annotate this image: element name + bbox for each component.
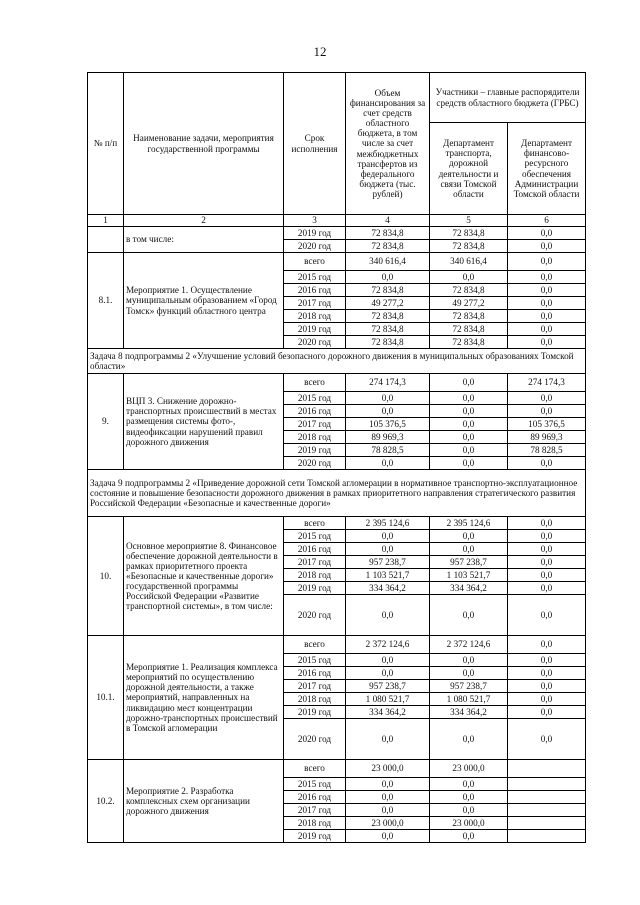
period-cell: 2015 год xyxy=(284,778,346,791)
transport-dept-cell: 23 000,0 xyxy=(430,817,508,830)
volume-cell: 49 277,2 xyxy=(346,297,430,310)
finance-dept-cell: 89 969,3 xyxy=(508,431,586,444)
period-cell: 2017 год xyxy=(284,804,346,817)
finance-dept-cell: 0,0 xyxy=(508,336,586,349)
transport-dept-cell: 2 395 124,6 xyxy=(430,517,508,530)
task-9-heading: Задача 9 подпрограммы 2 «Приведение дорожной сети Томской агломерации в нормативное транспортно-эксплуатационное состояние и повышение безопасности дорожного движения в рамках приоритетного направления стратегического развития Российской Федерации «Безопасные и качественные дороги» xyxy=(88,470,586,517)
finance-dept-cell: 0,0 xyxy=(508,271,586,284)
finance-dept-cell: 0,0 xyxy=(508,517,586,530)
period-cell: 2015 год xyxy=(284,392,346,405)
period-cell: 2017 год xyxy=(284,418,346,431)
volume-cell: 0,0 xyxy=(346,530,430,543)
period-cell: 2018 год xyxy=(284,431,346,444)
volume-cell: 0,0 xyxy=(346,719,430,760)
item-number: 10. xyxy=(88,517,124,636)
volume-cell: 1 103 521,7 xyxy=(346,569,430,582)
finance-dept-cell: 0,0 xyxy=(508,569,586,582)
financing-row xyxy=(88,517,586,530)
transport-dept-cell: 0,0 xyxy=(430,804,508,817)
period-cell: 2019 год xyxy=(284,706,346,719)
header-col-no: № п/п xyxy=(88,73,124,215)
item-number: 10.2. xyxy=(88,760,124,843)
period-cell: всего xyxy=(284,760,346,778)
transport-dept-cell: 0,0 xyxy=(430,374,508,392)
item-number: 8.1. xyxy=(88,253,124,349)
item-name: в том числе: xyxy=(124,227,284,253)
volume-cell: 1 080 521,7 xyxy=(346,693,430,706)
column-number: 6 xyxy=(508,215,586,227)
finance-dept-cell: 0,0 xyxy=(508,636,586,654)
finance-dept-cell: 0,0 xyxy=(508,310,586,323)
finance-dept-cell: 0,0 xyxy=(508,405,586,418)
volume-cell: 78 828,5 xyxy=(346,444,430,457)
header-col-volume: Объем финансирования за счет средств областного бюджета, в том числе за счет межбюджетных трансфертов из федерального бюджета (тыс. рублей) xyxy=(346,73,430,215)
period-cell: 2015 год xyxy=(284,530,346,543)
period-cell: 2020 год xyxy=(284,240,346,253)
volume-cell: 23 000,0 xyxy=(346,817,430,830)
finance-dept-cell: 0,0 xyxy=(508,323,586,336)
period-cell: всего xyxy=(284,636,346,654)
measure-10-2-block xyxy=(88,760,586,843)
vcp-3-block xyxy=(88,374,586,470)
period-cell: 2020 год xyxy=(284,719,346,760)
finance-dept-cell: 0,0 xyxy=(508,530,586,543)
finance-dept-cell: 0,0 xyxy=(508,654,586,667)
finance-dept-cell: 0,0 xyxy=(508,253,586,271)
finance-dept-cell: 0,0 xyxy=(508,543,586,556)
transport-dept-cell: 0,0 xyxy=(430,667,508,680)
volume-cell: 72 834,8 xyxy=(346,336,430,349)
main-measure-8-block xyxy=(88,517,586,636)
column-number: 1 xyxy=(88,215,124,227)
period-cell: 2019 год xyxy=(284,830,346,843)
item-name: Мероприятие 1. Осуществление муниципальным образованием «Город Томск» функций областного центра xyxy=(124,253,284,349)
page-number: 12 xyxy=(313,44,327,59)
transport-dept-cell: 0,0 xyxy=(430,830,508,843)
volume-cell: 0,0 xyxy=(346,271,430,284)
period-cell: 2015 год xyxy=(284,271,346,284)
finance-dept-cell xyxy=(508,804,586,817)
period-cell: 2019 год xyxy=(284,582,346,595)
period-cell: всего xyxy=(284,517,346,530)
transport-dept-cell: 72 834,8 xyxy=(430,323,508,336)
volume-cell: 105 376,5 xyxy=(346,418,430,431)
finance-dept-cell: 0,0 xyxy=(508,457,586,470)
period-cell: 2017 год xyxy=(284,680,346,693)
header-col-term: Срок исполнения xyxy=(284,73,346,215)
transport-dept-cell: 0,0 xyxy=(430,457,508,470)
item-number: 10.1. xyxy=(88,636,124,760)
transport-dept-cell: 0,0 xyxy=(430,444,508,457)
volume-cell: 0,0 xyxy=(346,830,430,843)
volume-cell: 72 834,8 xyxy=(346,310,430,323)
transport-dept-cell: 49 277,2 xyxy=(430,297,508,310)
period-cell: 2017 год xyxy=(284,297,346,310)
volume-cell: 2 395 124,6 xyxy=(346,517,430,530)
transport-dept-cell: 0,0 xyxy=(430,431,508,444)
column-numbers-row xyxy=(88,215,586,227)
volume-cell: 23 000,0 xyxy=(346,760,430,778)
period-cell: 2016 год xyxy=(284,405,346,418)
period-cell: 2018 год xyxy=(284,693,346,706)
period-cell: 2018 год xyxy=(284,310,346,323)
financing-row xyxy=(88,374,586,392)
period-cell: 2018 год xyxy=(284,569,346,582)
period-cell: 2017 год xyxy=(284,556,346,569)
column-number: 3 xyxy=(284,215,346,227)
volume-cell: 334 364,2 xyxy=(346,706,430,719)
transport-dept-cell: 72 834,8 xyxy=(430,284,508,297)
column-number: 2 xyxy=(124,215,284,227)
finance-dept-cell: 78 828,5 xyxy=(508,444,586,457)
period-cell: всего xyxy=(284,374,346,392)
period-cell: 2019 год xyxy=(284,227,346,240)
financing-row xyxy=(88,227,586,240)
finance-dept-cell xyxy=(508,817,586,830)
item-number: 9. xyxy=(88,374,124,470)
period-cell: 2019 год xyxy=(284,444,346,457)
period-cell: 2018 год xyxy=(284,817,346,830)
period-cell: 2016 год xyxy=(284,791,346,804)
finance-dept-cell: 0,0 xyxy=(508,240,586,253)
transport-dept-cell: 1 080 521,7 xyxy=(430,693,508,706)
volume-cell: 0,0 xyxy=(346,791,430,804)
period-cell: всего xyxy=(284,253,346,271)
volume-cell: 957 238,7 xyxy=(346,556,430,569)
item-name: Мероприятие 2. Разработка комплексных схем организации дорожного движения xyxy=(124,760,284,843)
header-col-name: Наименование задачи, мероприятия государственной программы xyxy=(124,73,284,215)
finance-dept-cell: 105 376,5 xyxy=(508,418,586,431)
transport-dept-cell: 0,0 xyxy=(430,719,508,760)
volume-cell: 72 834,8 xyxy=(346,284,430,297)
period-cell: 2015 год xyxy=(284,654,346,667)
period-cell: 2020 год xyxy=(284,595,346,636)
financing-row xyxy=(88,760,586,778)
period-cell: 2016 год xyxy=(284,284,346,297)
volume-cell: 0,0 xyxy=(346,543,430,556)
volume-cell: 2 372 124,6 xyxy=(346,636,430,654)
transport-dept-cell: 72 834,8 xyxy=(430,227,508,240)
transport-dept-cell: 0,0 xyxy=(430,405,508,418)
finance-dept-cell xyxy=(508,778,586,791)
finance-dept-cell: 0,0 xyxy=(508,667,586,680)
volume-cell: 0,0 xyxy=(346,804,430,817)
volume-cell: 0,0 xyxy=(346,392,430,405)
volume-cell: 72 834,8 xyxy=(346,227,430,240)
period-cell: 2016 год xyxy=(284,543,346,556)
task-8-heading: Задача 8 подпрограммы 2 «Улучшение условий безопасного дорожного движения в муниципальных образованиях Томской области» xyxy=(88,349,586,374)
item-name: ВЦП 3. Снижение дорожно-транспортных происшествий в местах размещения системы фото-, видеофиксации нарушений правил дорожного движения xyxy=(124,374,284,470)
volume-cell: 274 174,3 xyxy=(346,374,430,392)
transport-dept-cell: 0,0 xyxy=(430,543,508,556)
volume-cell: 89 969,3 xyxy=(346,431,430,444)
volume-cell: 0,0 xyxy=(346,667,430,680)
transport-dept-cell: 0,0 xyxy=(430,654,508,667)
transport-dept-cell: 334 364,2 xyxy=(430,706,508,719)
measure-8-1-block xyxy=(88,253,586,349)
transport-dept-cell: 0,0 xyxy=(430,791,508,804)
volume-cell: 340 616,4 xyxy=(346,253,430,271)
transport-dept-cell: 334 364,2 xyxy=(430,582,508,595)
measure-10-1-block xyxy=(88,636,586,760)
column-number: 5 xyxy=(430,215,508,227)
period-cell: 2020 год xyxy=(284,457,346,470)
finance-dept-cell: 0,0 xyxy=(508,556,586,569)
column-number: 4 xyxy=(346,215,430,227)
transport-dept-cell: 72 834,8 xyxy=(430,336,508,349)
volume-cell: 72 834,8 xyxy=(346,323,430,336)
volume-cell: 72 834,8 xyxy=(346,240,430,253)
transport-dept-cell: 0,0 xyxy=(430,392,508,405)
finance-dept-cell: 0,0 xyxy=(508,297,586,310)
transport-dept-cell: 72 834,8 xyxy=(430,310,508,323)
volume-cell: 0,0 xyxy=(346,778,430,791)
transport-dept-cell: 0,0 xyxy=(430,595,508,636)
finance-dept-cell: 0,0 xyxy=(508,706,586,719)
finance-dept-cell xyxy=(508,760,586,778)
transport-dept-cell: 1 103 521,7 xyxy=(430,569,508,582)
transport-dept-cell: 0,0 xyxy=(430,778,508,791)
header-dept-finance: Департамент финансово-ресурсного обеспечения Администрации Томской области xyxy=(508,123,586,215)
financing-row xyxy=(88,253,586,271)
finance-dept-cell: 274 174,3 xyxy=(508,374,586,392)
financing-row xyxy=(88,636,586,654)
finance-dept-cell: 0,0 xyxy=(508,719,586,760)
period-cell: 2016 год xyxy=(284,667,346,680)
volume-cell: 0,0 xyxy=(346,457,430,470)
finance-dept-cell: 0,0 xyxy=(508,595,586,636)
header-participants: Участники – главные распорядители средств областного бюджета (ГРБС) xyxy=(430,73,586,123)
transport-dept-cell: 0,0 xyxy=(430,530,508,543)
transport-dept-cell: 72 834,8 xyxy=(430,240,508,253)
task-8-block xyxy=(88,349,586,374)
financing-table xyxy=(87,72,586,843)
volume-cell: 0,0 xyxy=(346,405,430,418)
transport-dept-cell: 957 238,7 xyxy=(430,556,508,569)
task-9-block xyxy=(88,470,586,517)
transport-dept-cell: 2 372 124,6 xyxy=(430,636,508,654)
continuation-block xyxy=(88,227,586,253)
finance-dept-cell: 0,0 xyxy=(508,680,586,693)
transport-dept-cell: 957 238,7 xyxy=(430,680,508,693)
finance-dept-cell: 0,0 xyxy=(508,582,586,595)
item-number xyxy=(88,227,124,253)
finance-dept-cell xyxy=(508,791,586,804)
finance-dept-cell: 0,0 xyxy=(508,284,586,297)
transport-dept-cell: 340 616,4 xyxy=(430,253,508,271)
transport-dept-cell: 0,0 xyxy=(430,271,508,284)
volume-cell: 0,0 xyxy=(346,654,430,667)
period-cell: 2019 год xyxy=(284,323,346,336)
period-cell: 2020 год xyxy=(284,336,346,349)
transport-dept-cell: 0,0 xyxy=(430,418,508,431)
volume-cell: 957 238,7 xyxy=(346,680,430,693)
finance-dept-cell: 0,0 xyxy=(508,227,586,240)
item-name: Мероприятие 1. Реализация комплекса мероприятий по осуществлению дорожной деятельности, а также мероприятий, направленных на ликвидацию мест концентрации дорожно-транспортных происшествий в Томской агломерации xyxy=(124,636,284,760)
transport-dept-cell: 23 000,0 xyxy=(430,760,508,778)
item-name: Основное мероприятие 8. Финансовое обеспечение дорожной деятельности в рамках приоритетного проекта «Безопасные и качественные дороги» государственной программы Российской Федерации «Развитие транспортной системы», в том числе: xyxy=(124,517,284,636)
volume-cell: 334 364,2 xyxy=(346,582,430,595)
header-dept-transport: Департамент транспорта, дорожной деятельности и связи Томской области xyxy=(430,123,508,215)
volume-cell: 0,0 xyxy=(346,595,430,636)
finance-dept-cell: 0,0 xyxy=(508,392,586,405)
finance-dept-cell: 0,0 xyxy=(508,693,586,706)
finance-dept-cell xyxy=(508,830,586,843)
